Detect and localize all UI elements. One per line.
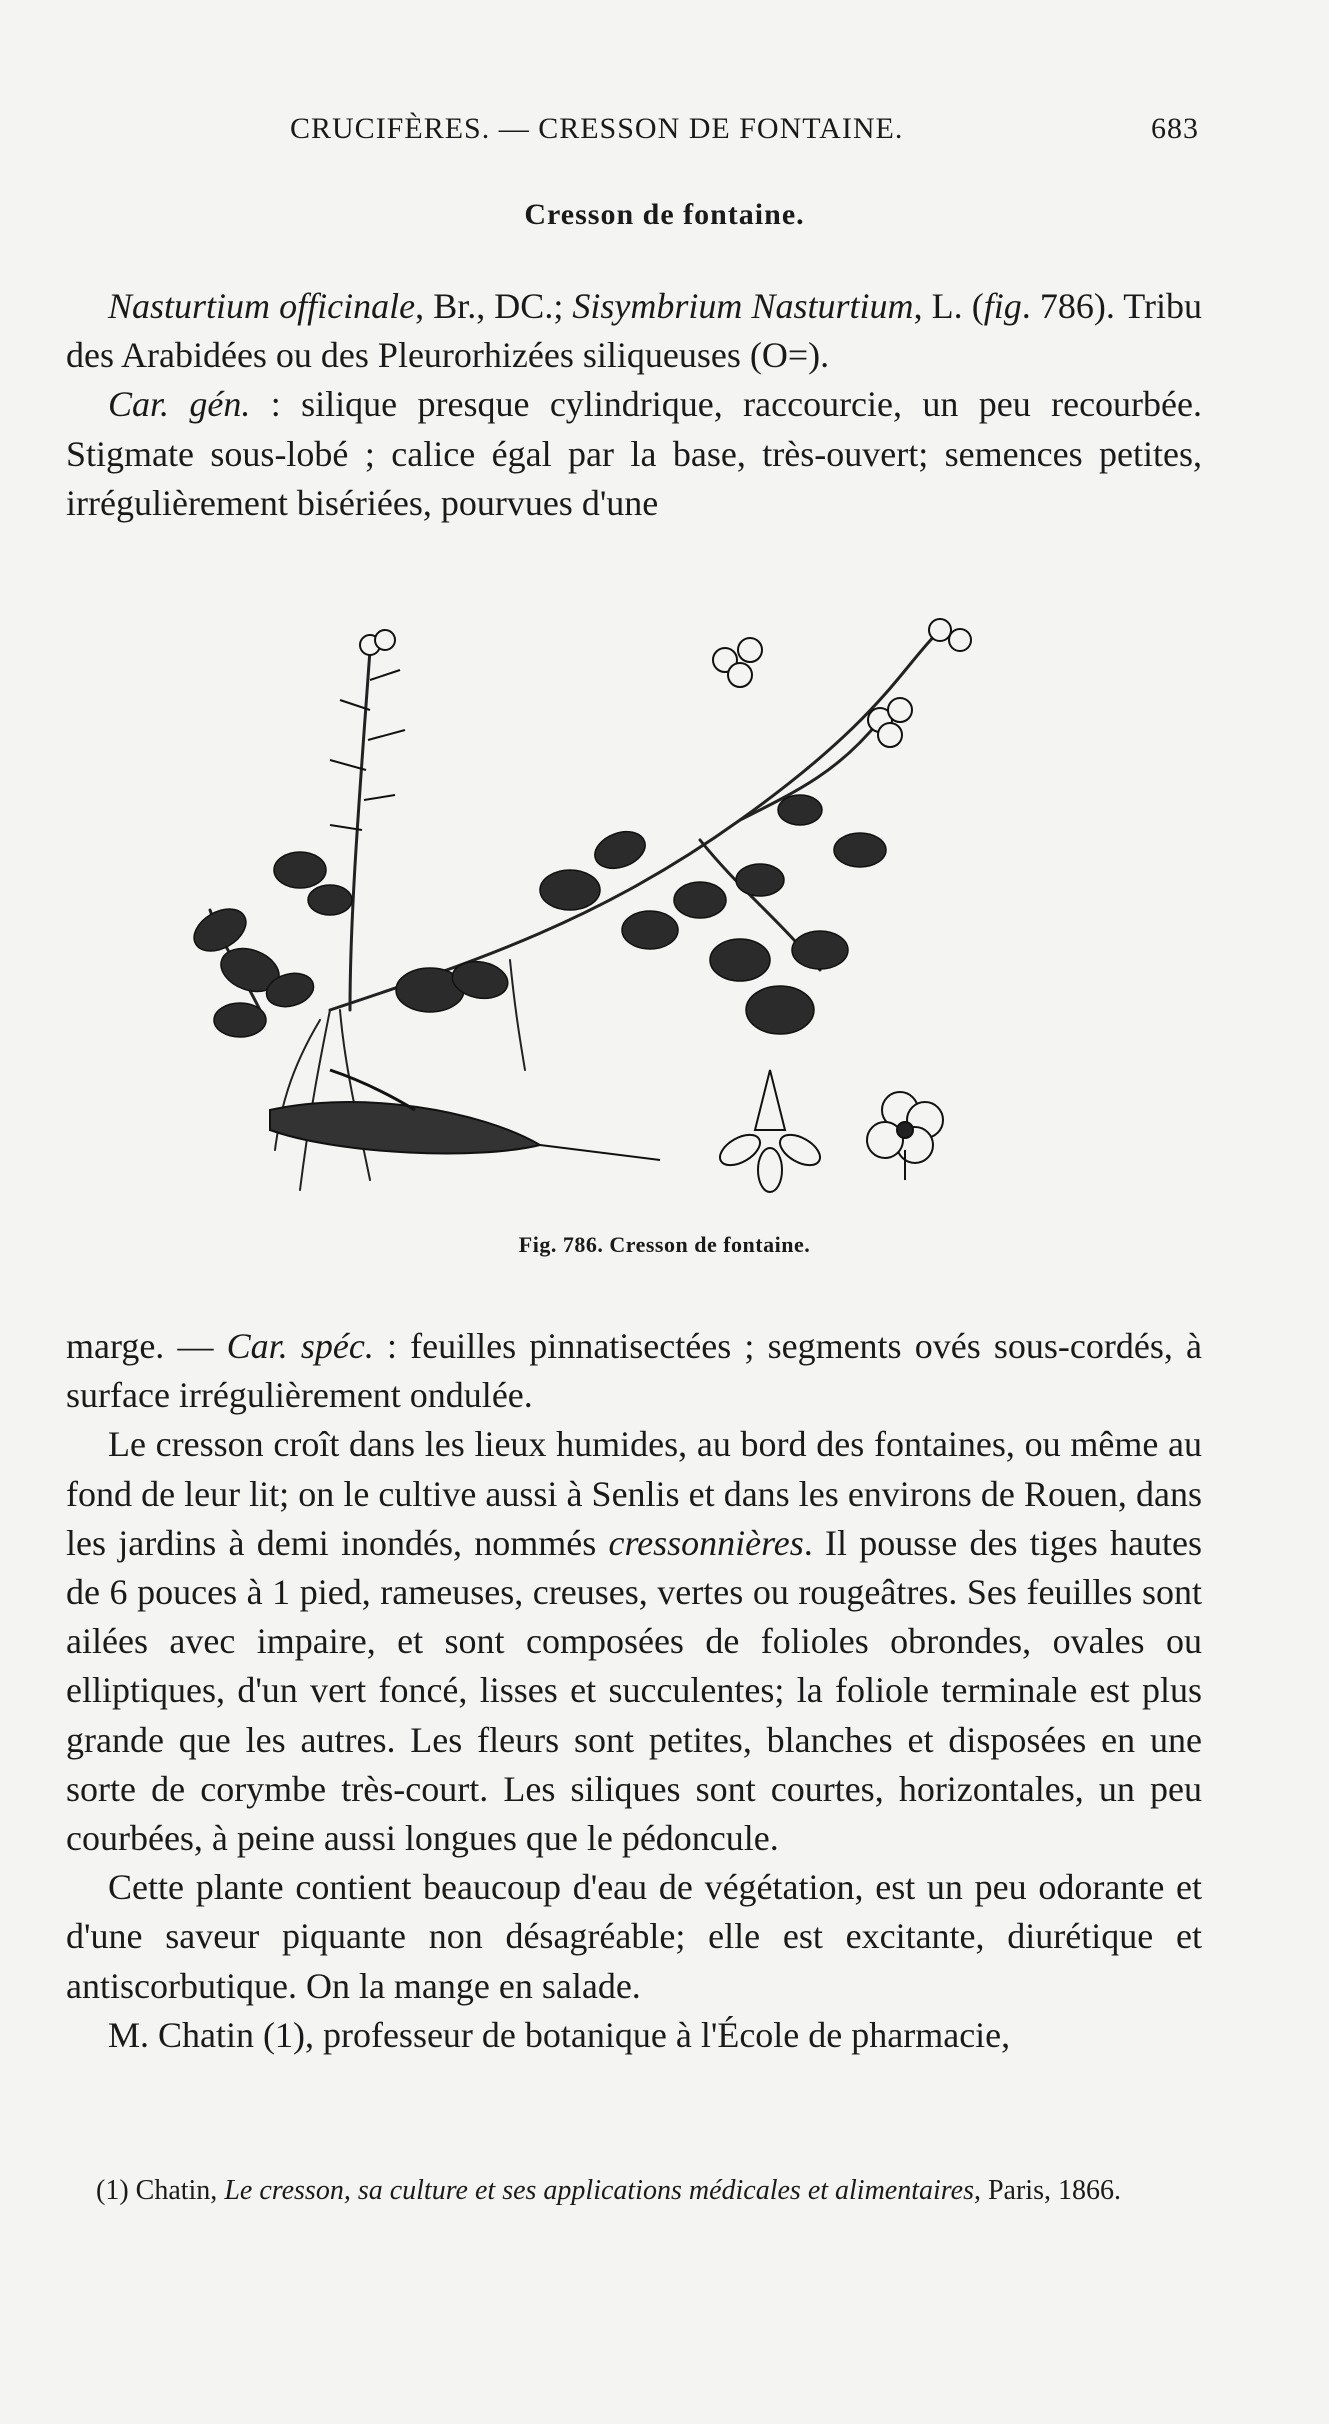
label-car-gen: Car. gén. [108, 384, 251, 425]
paragraph-properties: Cette plante contient beaucoup d'eau de végétation, est un peu odorante et d'une saveur piquante non désagréable; elle est excitante, diurétique et antiscorbutique. On la mange en salade. [66, 1867, 1202, 2006]
paragraph-generic-characters: Car. gén. : silique presque cylindrique, raccourcie, un peu recourbée. Stigmate sous-lobé ; calice égal par la base, très-ouvert; semences petites, irrégulièrement bisériées, pourvues d'une [66, 384, 1202, 523]
paragraph-species: Nasturtium officinale, Br., DC.; Sisymbrium Nasturtium, L. (fig. 786). Tribu des Arabidées ou des Pleurorhizées siliqueuses (O=). [66, 286, 1202, 376]
paragraph-specific-characters: marge. — Car. spéc. : feuilles pinnatisectées ; segments ovés sous-cordés, à surface irrégulièrement ondulée. [66, 1326, 1203, 1416]
main-stem [330, 630, 940, 1010]
watercress-illustration [180, 590, 1080, 1200]
label-car-spec: Car. spéc. [226, 1326, 374, 1366]
footnote: (1) Chatin, Le cresson, sa culture et ses applications médicales et alimentaires, Paris, 1866. [96, 2175, 1121, 2206]
synonym-name: Sisymbrium Nasturtium [572, 286, 914, 326]
flower-detail-front [867, 1092, 943, 1180]
figure-caption: Fig. 786. Cresson de fontaine. [518, 1232, 811, 1257]
section-title: Cresson de fontaine. [524, 198, 805, 231]
running-header [290, 112, 1199, 152]
page-number: 683 [1151, 112, 1199, 145]
text-block-top [66, 282, 1202, 528]
species-name: Nasturtium officinale [108, 286, 416, 326]
paragraph-habitat: Le cresson croît dans les lieux humides, au bord des fontaines, ou même au fond de leur lit; on le cultive aussi à Senlis et dans les environs de Rouen, dans les jardins à demi inondés, nommés cressonnières. Il pousse des tiges hautes de 6 pouces à 1 pied, rameuses, creuses, vertes ou rougeâtres. Ses feuilles sont ailées avec impaire, et sont composées de folioles obrondes, ovales ou elliptiques, d'un vert foncé, lisses et succulentes; la foliole terminale est plus grande que les autres. Les fleurs sont petites, blanches et disposées en une sorte de corymbe très-court. Les siliques sont courtes, horizontales, un peu courbées, à peine aussi longues que le pédoncule. [66, 1424, 1202, 1859]
footnote-work-title: Le cresson, sa culture et ses applications médicales et alimentaires [224, 2175, 974, 2206]
silique-detail [270, 1070, 660, 1160]
text-block-bottom [66, 1322, 1202, 2060]
flower-detail-side [715, 1070, 825, 1192]
paragraph-chatin: M. Chatin (1), professeur de botanique à l'École de pharmacie, [108, 2014, 1011, 2055]
running-title: CRUCIFÈRES. — CRESSON DE FONTAINE. [290, 112, 904, 145]
